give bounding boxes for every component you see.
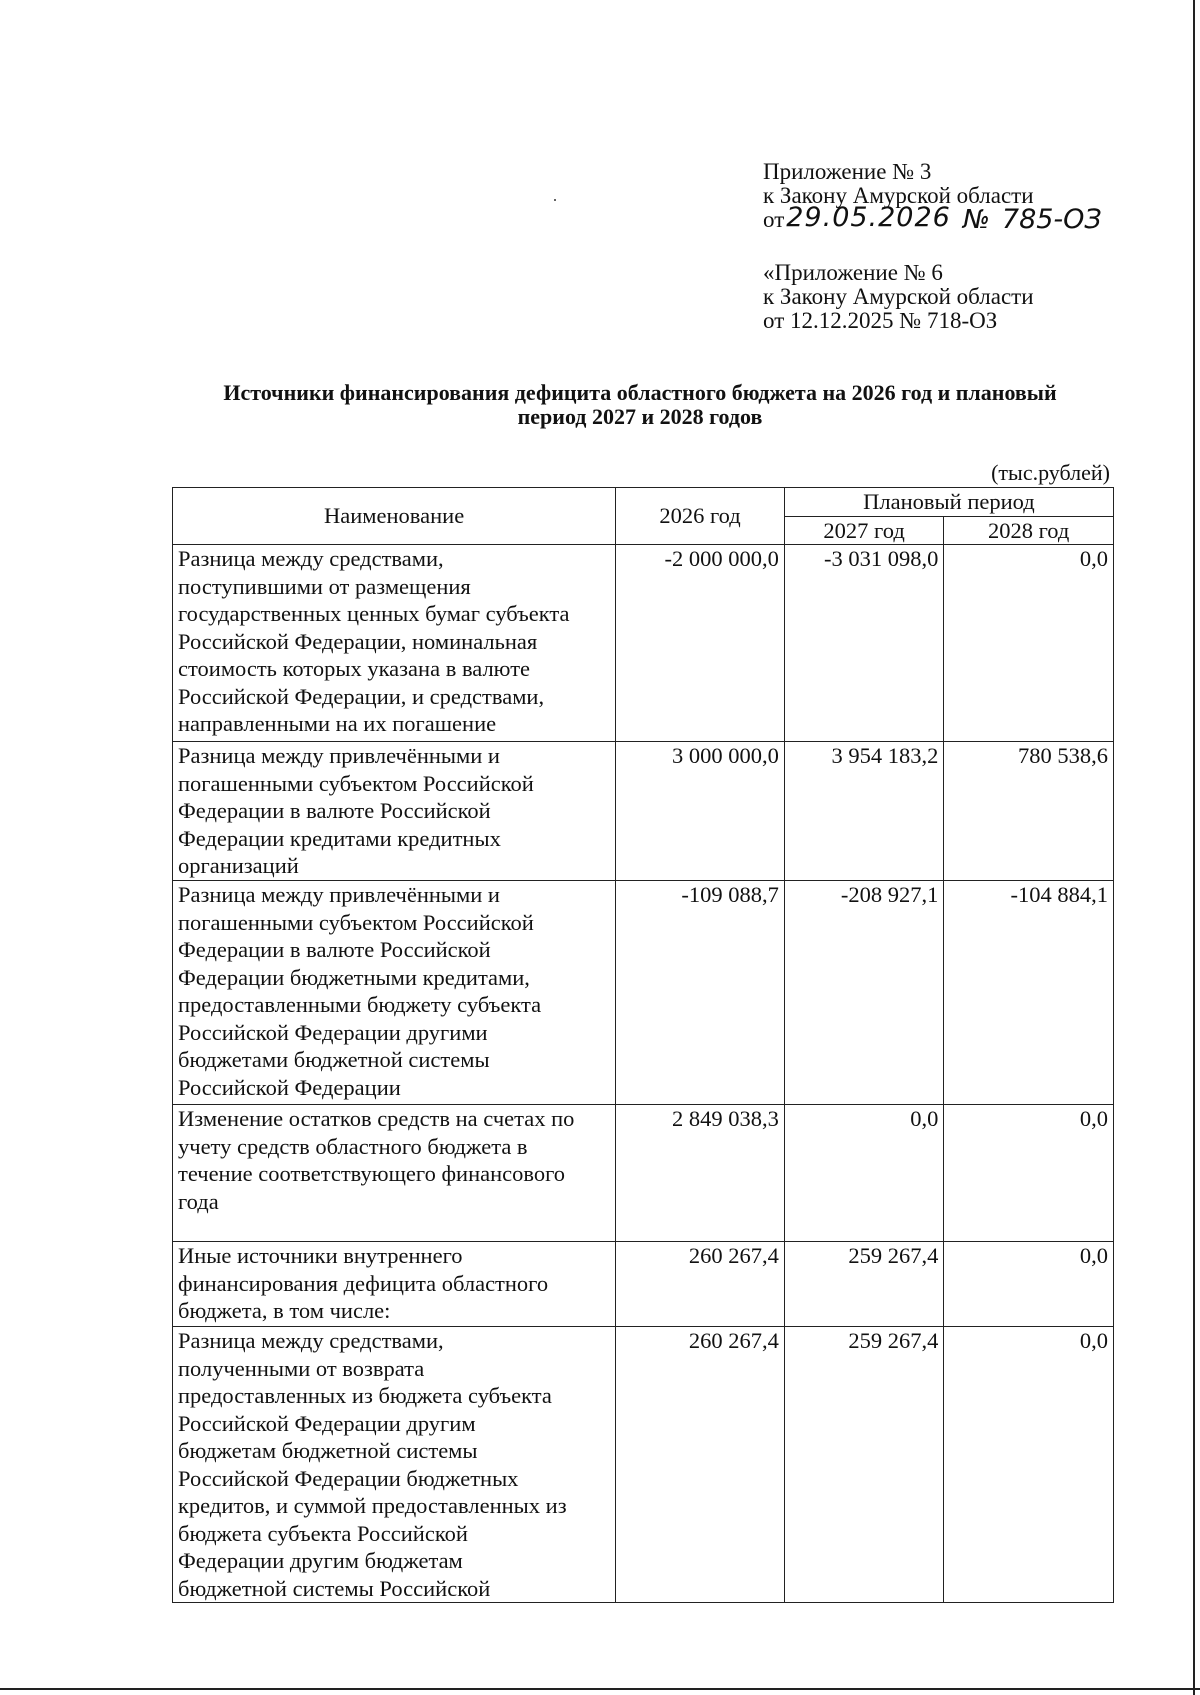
handwritten-number-sign: № [962,205,990,235]
value-2026: 260 267,4 [616,1242,785,1327]
document-title-line1: Источники финансирования дефицита областного бюджета на 2026 год и плановый [223,380,1057,405]
row-name: Разница между привлечёнными и погашенными субъектом Российской Федерации в валюте Российской Федерации кредитами кредитных организаций [173,742,616,881]
value-2028: -104 884,1 [944,881,1114,1105]
header-2028: 2028 год [944,516,1114,545]
value-2027: 3 954 183,2 [784,742,944,881]
row-name: Разница между привлечёнными и погашенными субъектом Российской Федерации в валюте Российской Федерации бюджетными кредитами, предоставленными бюджету субъекта Российской Федерации другими бюджетами бюджетной системы Российской Федерации [173,881,616,1105]
table-row [173,1242,1114,1327]
scan-edge-right [1193,0,1195,1695]
scan-edge-bottom [0,1688,1200,1690]
document-title-line2: период 2027 и 2028 годов [517,404,763,429]
value-2028: 780 538,6 [944,742,1114,881]
annex-previous-line1: «Приложение № 6 [763,260,943,285]
value-2027: -3 031 098,0 [784,545,944,742]
value-2028: 0,0 [944,1242,1114,1327]
annex-previous-block [763,261,1034,333]
table-row [173,1105,1114,1242]
header-planning-period: Плановый период [784,488,1113,517]
handwritten-law-number: 785-ОЗ [1001,204,1102,235]
handwritten-date: 29.05.2026 [786,202,951,233]
value-2026: 3 000 000,0 [616,742,785,881]
scan-speck [554,199,556,201]
value-2027: 0,0 [784,1105,944,1242]
value-2028: 0,0 [944,1105,1114,1242]
row-name: Изменение остатков средств на счетах по учету средств областного бюджета в течение соответствующего финансового года [173,1105,616,1242]
value-2027: 259 267,4 [784,1327,944,1603]
annex-current-line2: к Закону Амурской области [763,183,1034,208]
annex-current-block [763,159,1102,235]
document-title [160,381,1120,429]
row-name: Разница между средствами, полученными от возврата предоставленных из бюджета субъекта Российской Федерации другим бюджетам бюджетной системы Российской Федерации бюджетных кредитов, и суммой предоставленных из бюджета субъекта Российской Федерации другим бюджетам бюджетной системы Российской [173,1327,616,1603]
annex-current-from-prefix: от [763,207,785,232]
units-label: (тыс.рублей) [991,460,1110,485]
value-2026: -2 000 000,0 [616,545,785,742]
header-2026: 2026 год [616,488,785,545]
value-2026: -109 088,7 [616,881,785,1105]
table-row [173,881,1114,1105]
header-name: Наименование [173,488,616,545]
annex-previous-line3: от 12.12.2025 № 718-ОЗ [763,308,998,333]
table-row [173,1327,1114,1603]
table-row [173,742,1114,881]
value-2028: 0,0 [944,545,1114,742]
value-2026: 2 849 038,3 [616,1105,785,1242]
financing-sources-table [172,487,1114,1603]
row-name: Разница между средствами, поступившими от размещения государственных ценных бумаг субъекта Российской Федерации, номинальная стоимость которых указана в валюте Российской Федерации, и средствами, направленными на их погашение [173,545,616,742]
header-2027: 2027 год [784,516,944,545]
annex-current-signature-line [763,202,1102,235]
annex-previous-line2: к Закону Амурской области [763,284,1034,309]
table-row [173,545,1114,742]
annex-current-line1: Приложение № 3 [763,159,932,184]
value-2027: 259 267,4 [784,1242,944,1327]
value-2028: 0,0 [944,1327,1114,1603]
value-2026: 260 267,4 [616,1327,785,1603]
row-name: Иные источники внутреннего финансирования дефицита областного бюджета, в том числе: [173,1242,616,1327]
value-2027: -208 927,1 [784,881,944,1105]
